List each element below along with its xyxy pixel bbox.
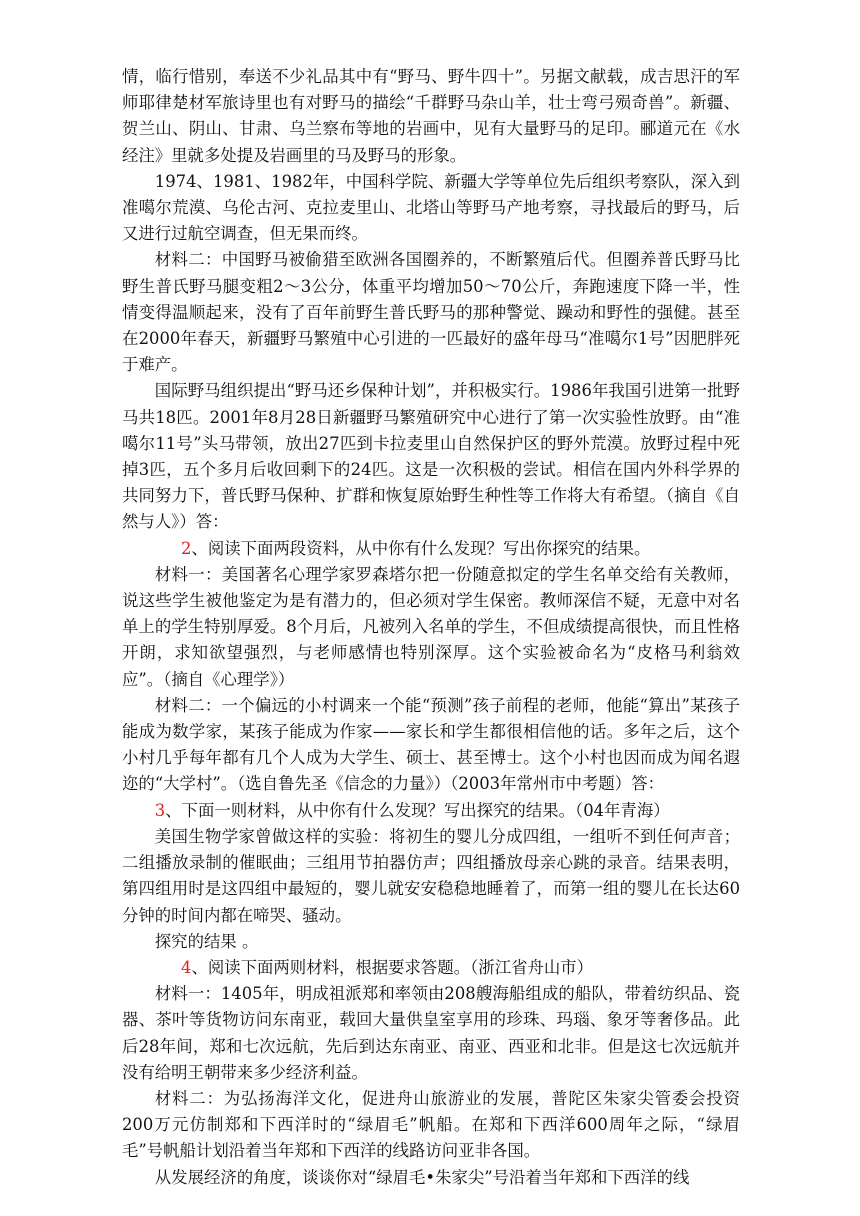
question-number: 2 — [181, 538, 192, 558]
question-text: 、下面一则材料，从中你有什么发现？写出探究的结果。（04年青海） — [165, 800, 670, 820]
question-text: 、阅读下面两段资料，从中你有什么发现？写出你探究的结果。 — [191, 538, 651, 558]
question-number: 4 — [181, 957, 192, 977]
paragraph-answer-prompt: 探究的结果 。 — [154, 931, 259, 951]
question-4 — [122, 955, 740, 981]
question-number: 3 — [154, 800, 166, 820]
document-body — [122, 64, 740, 1191]
question-2 — [122, 536, 740, 562]
paragraph-wild-horse-history: 情，临行惜别，奉送不少礼品其中有“野马、野牛四十”。另据文献载，成吉思汗的军师耶律楚材军旅诗里也有对野马的描绘“千群野马杂山羊，壮士弯弓殒奇兽”。新疆、贺兰山、阴山、甘肃、乌兰察布等地的岩画中，见有大量野马的足印。郦道元在《水经注》里就多处提及岩画里的马及野马的形象。 — [122, 67, 740, 165]
paragraph-college-village: 材料二：一个偏远的小村调来一个能“预测”孩子前程的老师，他能“算出”某孩子能成为数学家，某孩子能成为作家——家长和学生都很相信他的话。多年之后，这个小村几乎每年都有几个人成为大学生、硕士、甚至博士。这个小村也因而成为闻名遐迩的“大学村”。（选自鲁先圣《信念的力量》）（2003年常州市中考题）答： — [122, 695, 740, 794]
paragraph-expedition: 1974、1981、1982年，中国科学院、新疆大学等单位先后组织考察队，深入到准噶尔荒漠、乌伦古河、克拉麦里山、北塔山等野马产地考察，寻找最后的野马，后又进行过航空调查，但无果而终。 — [122, 171, 740, 244]
paragraph-zheng-he: 材料一：1405年，明成祖派郑和率领由208艘海船组成的船队，带着纺织品、瓷器、茶叶等货物访问东南亚，载回大量供皇室享用的珍珠、玛瑙、象牙等奢侈品。此后28年间，郑和七次远航，先后到达东南亚、南亚、西亚和北非。但是这七次远航并没有给明王朝带来多少经济利益。 — [122, 984, 740, 1082]
paragraph-infant-experiment: 美国生物学家曾做这样的实验：将初生的婴儿分成四组，一组听不到任何声音；二组播放录制的催眠曲；三组用节拍器仿声；四组播放母亲心跳的录音。结果表明，第四组用时是这四组中最短的，婴儿就安安稳稳地睡着了，而第一组的婴儿在长达60分钟的时间内都在啼哭、骚动。 — [122, 826, 740, 925]
paragraph-material-two-captive: 材料二：中国野马被偷猎至欧洲各国圈养的，不断繁殖后代。但圈养普氏野马比野生普氏野马腿变粗2～3公分，体重平均增加50～70公斤，奔跑速度下降一半，性情变得温顺起来，没有了百年前野生普氏野马的那种警觉、躁动和野性的强健。甚至在2000年春天，新疆野马繁殖中心引进的一匹最好的盛年母马“准噶尔1号”因肥胖死于难产。 — [122, 250, 740, 375]
question-3 — [122, 798, 740, 824]
paragraph-pygmalion: 材料一：美国著名心理学家罗森塔尔把一份随意拟定的学生名单交给有关教师，说这些学生被他鉴定为是有潜力的，但必须对学生保密。教师深信不疑，无意中对名单上的学生特别厚爱。8个月后，凡被列入名单的学生，不但成绩提高很快，而且性格开朗，求知欲望强烈，与老师感情也特别深厚。这个实验被命名为“皮格马利翁效应”。（摘自《心理学》） — [122, 564, 740, 689]
paragraph-green-eyebrow-ship: 材料二：为弘扬海洋文化，促进舟山旅游业的发展，普陀区朱家尖管委会投资200万元仿制郑和下西洋时的“绿眉毛”帆船。在郑和下西洋600周年之际，“绿眉毛”号帆船计划沿着当年郑和下西洋的线路访问亚非各国。 — [122, 1088, 740, 1161]
paragraph-release-plan: 国际野马组织提出“野马还乡保种计划”，并积极实行。1986年我国引进第一批野马共18匹。2001年8月28日新疆野马繁殖研究中心进行了第一次实验性放野。由“准噶尔11号”头马带领，放出27匹到卡拉麦里山自然保护区的野外荒漠。放野过程中死掉3匹，五个多月后收回剩下的24匹。这是一次积极的尝试。相信在国内外科学界的共同努力下，普氏野马保种、扩群和恢复原始野生种性等工作将大有希望。（摘自《自然与人》）答： — [122, 381, 740, 532]
paragraph-final-prompt: 从发展经济的角度，谈谈你对“绿眉毛•朱家尖”号沿着当年郑和下西洋的线 — [154, 1167, 690, 1187]
question-text: 、阅读下面两则材料，根据要求答题。（浙江省舟山市） — [191, 957, 594, 977]
